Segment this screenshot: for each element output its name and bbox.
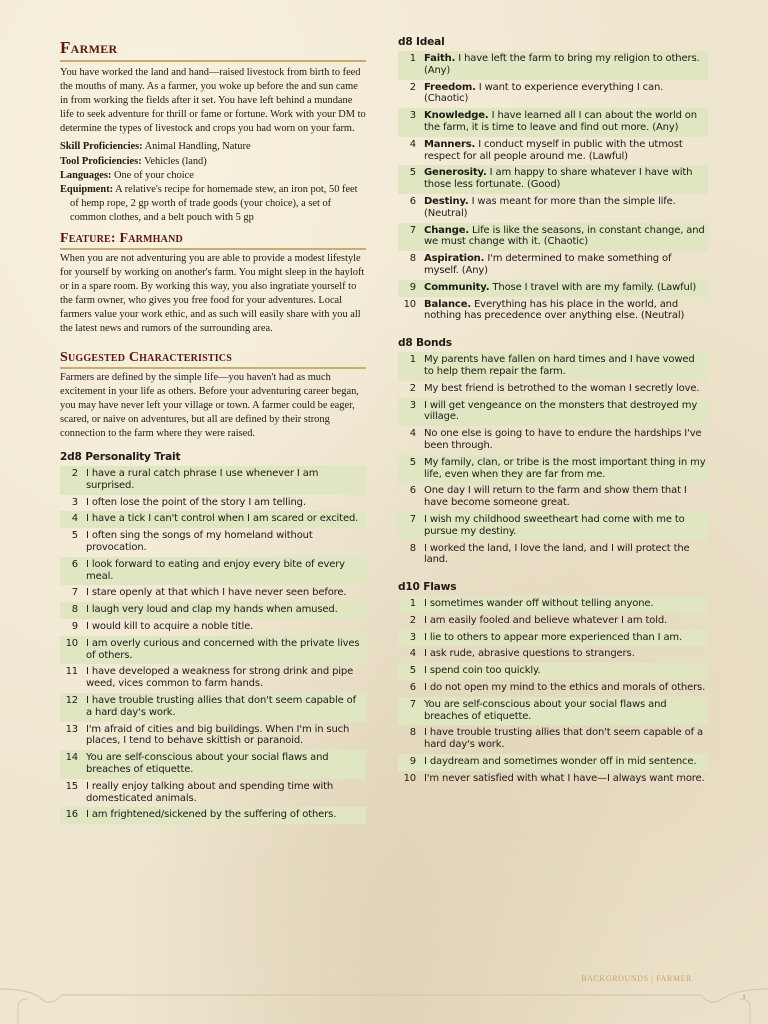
roll-number: 5: [398, 165, 422, 194]
roll-number: 4: [60, 511, 84, 528]
proficiency-item: [60, 169, 366, 183]
table-row: [398, 680, 708, 697]
ideal-label: Generosity.: [424, 167, 487, 179]
roll-number: 7: [398, 697, 422, 726]
roll-result: I wish my childhood sweetheart had come with me to pursue my destiny.: [422, 512, 708, 541]
proficiency-value: Vehicles (land): [141, 155, 207, 167]
roll-number: 10: [60, 636, 84, 665]
roll-result: I often sing the songs of my homeland without provocation.: [86, 530, 313, 554]
roll-result: I worked the land, I love the land, and I will protect the land.: [424, 542, 690, 566]
right-column: [398, 36, 708, 788]
table-row: [398, 352, 708, 381]
proficiency-label: Equipment:: [60, 183, 114, 195]
title-divider: [60, 60, 366, 62]
bonds-table: [398, 352, 708, 569]
table-row: [60, 585, 366, 602]
roll-result: I am overly curious and concerned with the private lives of others.: [84, 636, 366, 665]
roll-number: 5: [398, 663, 422, 680]
ideal-text: Life is like the seasons, in constant change, and we must change with it. (Chaotic): [424, 224, 705, 248]
roll-result: My parents have fallen on hard times and I have vowed to help them repair the farm.: [422, 352, 708, 381]
roll-result: I am easily fooled and believe whatever I am told.: [424, 614, 668, 626]
ideal-label: Aspiration.: [424, 253, 485, 265]
suggested-text: Farmers are defined by the simple life—you haven't had as much excitement in your life as others. Before your adventuring career began, you may have never left your village or town. A farmer could be eager, scared, or naive on adventures, but all are defined by their strong connection to the farm where they were raised.: [60, 371, 359, 439]
table-row: [60, 619, 366, 636]
roll-number: 13: [65, 723, 78, 735]
table-row: [60, 722, 366, 751]
proficiency-label: Languages:: [60, 169, 112, 181]
roll-result: [422, 165, 708, 194]
roll-number: 3: [398, 398, 422, 427]
feature-text: When you are not adventuring you are able to provide a modest lifestyle for yourself by working on another's farm. You might sleep in the hayloft or in a spare room. By working this way, you also ingratiate yourself to the farm owner, who gives you free food for your adventures. Local farmers value your work ethic, and as such will easily share with you all the latest news and rumors of the surrounding area.: [60, 252, 365, 334]
roll-result: I have trouble trusting allies that don't seem capable of a hard day's work.: [84, 693, 366, 722]
roll-result: [422, 80, 708, 109]
ideal-text: I have left the farm to bring my religion to others. (Any): [424, 53, 700, 76]
ideal-table-heading: d8 Ideal: [398, 36, 445, 48]
roll-result: I look forward to eating and enjoy every bite of every meal.: [84, 557, 366, 586]
roll-result: I lie to others to appear more experienced than I am.: [422, 630, 708, 647]
proficiency-item: [60, 155, 366, 169]
proficiency-item: [60, 183, 366, 225]
roll-result: My best friend is betrothed to the woman I secretly love.: [424, 382, 700, 394]
roll-number: 14: [60, 750, 84, 779]
table-row: [398, 137, 708, 166]
table-row: [60, 750, 366, 779]
roll-result: I have a tick I can't control when I am scared or excited.: [84, 511, 366, 528]
roll-number: 1: [398, 51, 422, 80]
ideal-text: Those I travel with are my family. (Lawful): [489, 281, 697, 293]
roll-number: 2: [409, 614, 416, 626]
left-column: [60, 38, 366, 824]
roll-number: 6: [409, 682, 416, 694]
table-row: [398, 297, 708, 326]
table-row: [398, 280, 708, 297]
table-row: [398, 541, 708, 570]
roll-result: One day I will return to the farm and show them that I have become someone great.: [424, 485, 687, 509]
table-row: [398, 455, 708, 484]
roll-result: I ask rude, abrasive questions to strangers.: [424, 648, 635, 660]
page-title: Farmer: [60, 38, 118, 57]
roll-number: 1: [398, 352, 422, 381]
ideal-text: Everything has his place in the world, and nothing has precedence over anything else. (Neutral): [424, 298, 685, 322]
roll-number: 3: [398, 630, 422, 647]
page-number: 1: [742, 993, 746, 1002]
table-row: [60, 511, 366, 528]
ideal-label: Balance.: [424, 298, 471, 310]
roll-number: 6: [409, 485, 416, 497]
flaws-table: [398, 596, 708, 788]
table-row: [398, 194, 708, 223]
decorative-border: [0, 985, 768, 1024]
roll-result: I often lose the point of the story I am telling.: [86, 496, 306, 508]
ideal-label: Community.: [424, 281, 490, 293]
roll-result: No one else is going to have to endure the hardships I've been through.: [424, 428, 702, 451]
roll-result: I spend coin too quickly.: [422, 663, 708, 680]
roll-result: I really enjoy talking about and spending time with domesticated animals.: [86, 780, 334, 804]
roll-number: 9: [398, 280, 422, 297]
roll-result: [422, 194, 708, 223]
table-row: [398, 697, 708, 726]
ideal-label: Manners.: [424, 138, 476, 150]
table-row: [398, 251, 708, 280]
roll-result: I laugh very loud and clap my hands when amused.: [84, 602, 366, 619]
roll-result: I have developed a weakness for strong drink and pipe weed, vices common to farm hands.: [86, 666, 354, 690]
roll-result: I have trouble trusting allies that don't seem capable of a hard day's work.: [424, 727, 703, 751]
roll-number: 4: [409, 138, 416, 150]
roll-number: 8: [409, 542, 416, 554]
proficiency-list: [60, 140, 366, 225]
roll-result: [422, 251, 708, 280]
table-row: [60, 528, 366, 557]
roll-result: I sometimes wander off without telling anyone.: [422, 596, 708, 613]
roll-number: 8: [409, 727, 416, 739]
roll-result: I am frightened/sickened by the suffering of others.: [84, 807, 366, 824]
table-row: [398, 512, 708, 541]
roll-number: 2: [409, 382, 416, 394]
ideal-text: I conduct myself in public with the utmost respect for all people around me. (Lawful): [424, 138, 683, 162]
roll-number: 4: [409, 648, 416, 660]
ideal-text: I am happy to share whatever I have with those less fortunate. (Good): [424, 167, 693, 191]
roll-number: 2: [60, 466, 84, 495]
table-row: [398, 596, 708, 613]
roll-result: [422, 51, 708, 80]
ideal-label: Faith.: [424, 53, 456, 64]
table-row: [60, 636, 366, 665]
ideal-table: [398, 51, 708, 325]
roll-result: You are self-conscious about your social flaws and breaches of etiquette.: [84, 750, 366, 779]
roll-number: 8: [409, 253, 416, 265]
table-row: [398, 51, 708, 80]
roll-number: 12: [60, 693, 84, 722]
roll-number: 16: [60, 807, 84, 824]
bonds-table-heading: d8 Bonds: [398, 337, 452, 350]
roll-result: [422, 223, 708, 252]
roll-number: 4: [409, 428, 416, 440]
table-row: [398, 771, 708, 788]
roll-result: I do not open my mind to the ethics and morals of others.: [424, 682, 706, 694]
roll-number: 5: [398, 455, 422, 484]
roll-result: I will get vengeance on the monsters that destroyed my village.: [422, 398, 708, 427]
ideal-label: Destiny.: [424, 195, 469, 207]
table-row: [60, 807, 366, 824]
table-row: [398, 754, 708, 771]
roll-result: I daydream and sometimes wonder off in mid sentence.: [422, 754, 708, 771]
table-row: [398, 398, 708, 427]
roll-result: I have a rural catch phrase I use whenever I am surprised.: [84, 466, 366, 495]
feature-heading: Feature: Farmhand: [60, 231, 183, 247]
roll-number: 5: [71, 530, 78, 542]
roll-result: [422, 108, 708, 137]
roll-number: 6: [409, 195, 416, 207]
roll-result: I would kill to acquire a noble title.: [86, 621, 254, 633]
page-footer: BACKGROUNDS | FARMER: [581, 974, 692, 983]
roll-number: 11: [65, 666, 78, 678]
ideal-text: I'm determined to make something of myself. (Any): [424, 253, 672, 276]
roll-number: 2: [409, 81, 416, 93]
feature-divider: [60, 248, 366, 250]
table-row: [60, 557, 366, 586]
table-row: [398, 165, 708, 194]
proficiency-value: A relative's recipe for homemade stew, an iron pot, 50 feet of hemp rope, 2 gp worth of trade goods (your choice), a set of common clothes, and a belt pouch with 5 gp: [70, 183, 358, 223]
flaws-table-heading: d10 Flaws: [398, 581, 457, 594]
roll-result: I stare openly at that which I have never seen before.: [86, 587, 347, 599]
proficiency-value: Animal Handling, Nature: [142, 141, 251, 153]
proficiency-label: Tool Proficiencies:: [60, 155, 142, 167]
roll-number: 7: [398, 223, 422, 252]
table-row: [398, 426, 708, 455]
roll-result: [422, 280, 708, 297]
roll-number: 9: [71, 621, 78, 633]
suggested-heading: Suggested Characteristics: [60, 350, 232, 366]
table-row: [60, 664, 366, 693]
table-row: [60, 495, 366, 512]
roll-number: 7: [398, 512, 422, 541]
ideal-text: I have learned all I can about the world on the farm, it is time to leave and find out more. (Any): [424, 110, 697, 133]
roll-number: 6: [60, 557, 84, 586]
ideal-text: I want to experience everything I can. (Chaotic): [424, 81, 664, 105]
table-row: [398, 613, 708, 630]
roll-number: 3: [398, 108, 422, 137]
intro-paragraph: You have worked the land and hand—raised livestock from birth to feed the mouths of many. As a farmer, you woke up before the and sun came in from working the fields after it set. You have left behind a mundane life to seek adventure for thrill or fame or fortune. Work with your DM to determine the types of livestock and crops you had worn on your farm.: [60, 67, 366, 135]
roll-number: 8: [60, 602, 84, 619]
roll-result: I'm afraid of cities and big buildings. When I'm in such places, I tend to behave skittish or paranoid.: [86, 723, 350, 747]
table-row: [398, 80, 708, 109]
ideal-label: Change.: [424, 224, 470, 236]
roll-number: 3: [71, 496, 78, 508]
roll-result: My family, clan, or tribe is the most important thing in my life, even when they are far from me.: [422, 455, 708, 484]
table-row: [398, 646, 708, 663]
roll-result: [422, 137, 708, 166]
suggested-divider: [60, 367, 366, 369]
table-row: [398, 663, 708, 680]
table-row: [60, 602, 366, 619]
roll-number: 10: [403, 772, 416, 784]
table-row: [398, 223, 708, 252]
table-row: [398, 381, 708, 398]
table-row: [60, 693, 366, 722]
table-row: [398, 483, 708, 512]
roll-number: 1: [398, 596, 422, 613]
proficiency-value: One of your choice: [111, 169, 194, 181]
roll-result: [422, 297, 708, 326]
roll-number: 15: [65, 780, 78, 792]
personality-table-heading: 2d8 Personality Trait: [60, 451, 181, 464]
roll-number: 7: [71, 587, 78, 599]
table-row: [398, 108, 708, 137]
roll-result: You are self-conscious about your social flaws and breaches of etiquette.: [422, 697, 708, 726]
table-row: [398, 630, 708, 647]
ideal-label: Freedom.: [424, 81, 476, 93]
roll-number: 10: [403, 298, 416, 310]
personality-table: [60, 466, 366, 824]
proficiency-label: Skill Proficiencies:: [60, 141, 143, 153]
table-row: [60, 466, 366, 495]
table-row: [60, 779, 366, 808]
ideal-label: Knowledge.: [424, 110, 489, 122]
table-row: [398, 725, 708, 754]
roll-number: 9: [398, 754, 422, 771]
proficiency-item: [60, 140, 366, 154]
roll-result: I'm never satisfied with what I have—I always want more.: [424, 772, 705, 784]
ideal-text: I was meant for more than the simple life. (Neutral): [424, 195, 676, 219]
